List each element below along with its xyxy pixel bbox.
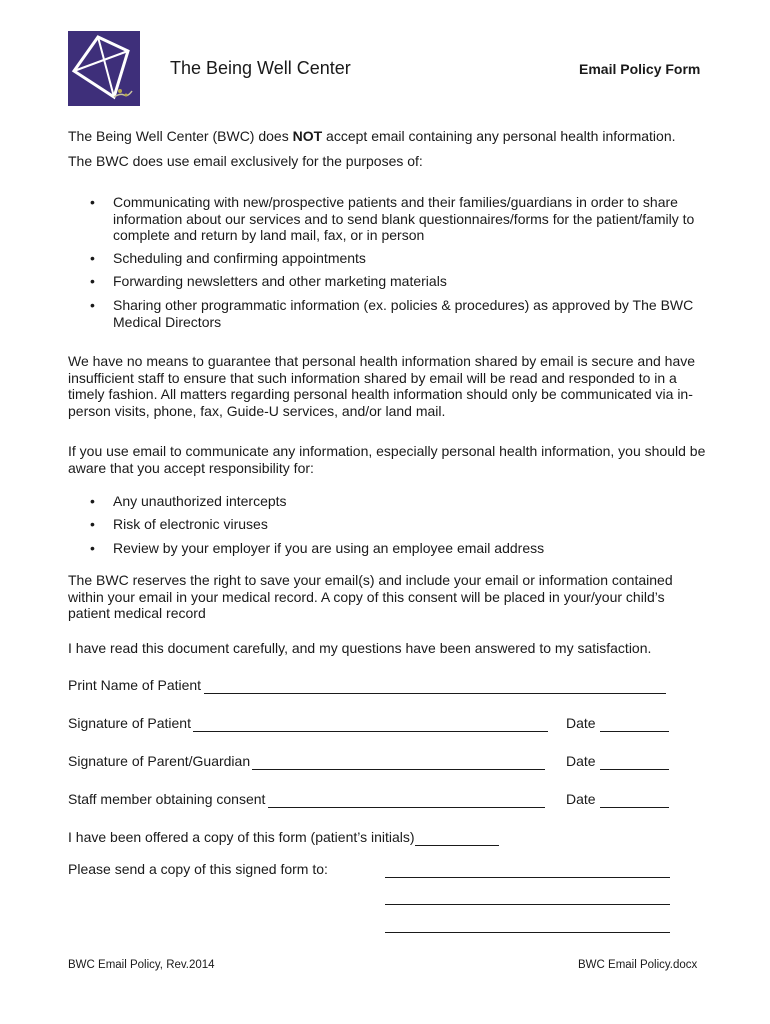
footer-right: BWC Email Policy.docx [578, 959, 698, 971]
bullet: • [90, 540, 95, 556]
date-field-staff[interactable] [600, 807, 669, 808]
intro-text-after: accept email containing any personal health information. [322, 128, 676, 144]
signature-patient-label: Signature of Patient [68, 715, 191, 731]
organization-name: The Being Well Center [170, 58, 351, 78]
date-label: Date [566, 753, 596, 769]
form-title: Email Policy Form [579, 61, 701, 77]
signature-parent-label: Signature of Parent/Guardian [68, 753, 251, 769]
kite-logo [68, 31, 140, 106]
footer-left: BWC Email Policy, Rev.2014 [68, 959, 215, 971]
date-label: Date [566, 791, 596, 807]
bullet: • [90, 493, 95, 509]
date-field-parent[interactable] [600, 769, 669, 770]
send-copy-address-line-3[interactable] [385, 932, 670, 933]
intro-line-1 [68, 128, 708, 145]
send-copy-address-line-1[interactable] [385, 877, 670, 878]
paragraph-reserve: The BWC reserves the right to save your email(s) and include your email or information contained within your email in your medical record. A copy of this consent will be placed in your/your child’s patient medical record [68, 572, 673, 621]
list-item-text: Scheduling and confirming appointments [113, 250, 366, 266]
bullet: • [90, 194, 95, 210]
send-copy-address-line-2[interactable] [385, 904, 670, 905]
patient-initials-field[interactable] [415, 845, 499, 846]
kite-icon [68, 31, 140, 106]
acknowledgement: I have read this document carefully, and my questions have been answered to my satisfaction. [68, 640, 652, 656]
print-name-field[interactable] [204, 693, 666, 694]
list-item-text: Communicating with new/prospective patients and their families/guardians in order to share information about our services and to send blank questionnaires/forms for the patient/family to complete and return by land mail, fax, or in person [113, 194, 695, 243]
bullet: • [90, 273, 95, 289]
date-field-patient[interactable] [600, 731, 669, 732]
bullet: • [90, 516, 95, 532]
staff-member-label: Staff member obtaining consent [68, 791, 266, 807]
list-item-text: Forwarding newsletters and other marketing materials [113, 273, 447, 289]
copy-offered-label: I have been offered a copy of this form (patient’s initials) [68, 829, 415, 845]
send-copy-label: Please send a copy of this signed form to: [68, 861, 328, 877]
print-name-label: Print Name of Patient [68, 677, 202, 693]
signature-patient-field[interactable] [193, 731, 548, 732]
date-label: Date [566, 715, 596, 731]
list-item-text: Sharing other programmatic information (ex. policies & procedures) as approved by The BWC Medical Directors [113, 297, 694, 330]
intro-line-2: The BWC does use email exclusively for the purposes of: [68, 153, 423, 169]
list-item-text: Review by your employer if you are using an employee email address [113, 540, 545, 556]
signature-parent-field[interactable] [252, 769, 545, 770]
intro-text-before: The Being Well Center (BWC) does [68, 128, 293, 144]
staff-member-field[interactable] [268, 807, 545, 808]
list-item-text: Risk of electronic viruses [113, 516, 268, 532]
paragraph-guarantee: We have no means to guarantee that personal health information shared by email is secure and have insufficient staff to ensure that such information shared by email will be read and responded to in a timely fashion. All matters regarding personal health information should only be communicated via in-person visits, phone, fax, Guide-U services, and/or land mail. [68, 353, 696, 419]
list-item-text: Any unauthorized intercepts [113, 493, 287, 509]
bullet: • [90, 297, 95, 313]
bullet: • [90, 250, 95, 266]
intro-bold-not: NOT [292, 128, 323, 144]
paragraph-responsibility: If you use email to communicate any information, especially personal health information, you should be aware that you accept responsibility for: [68, 443, 706, 476]
